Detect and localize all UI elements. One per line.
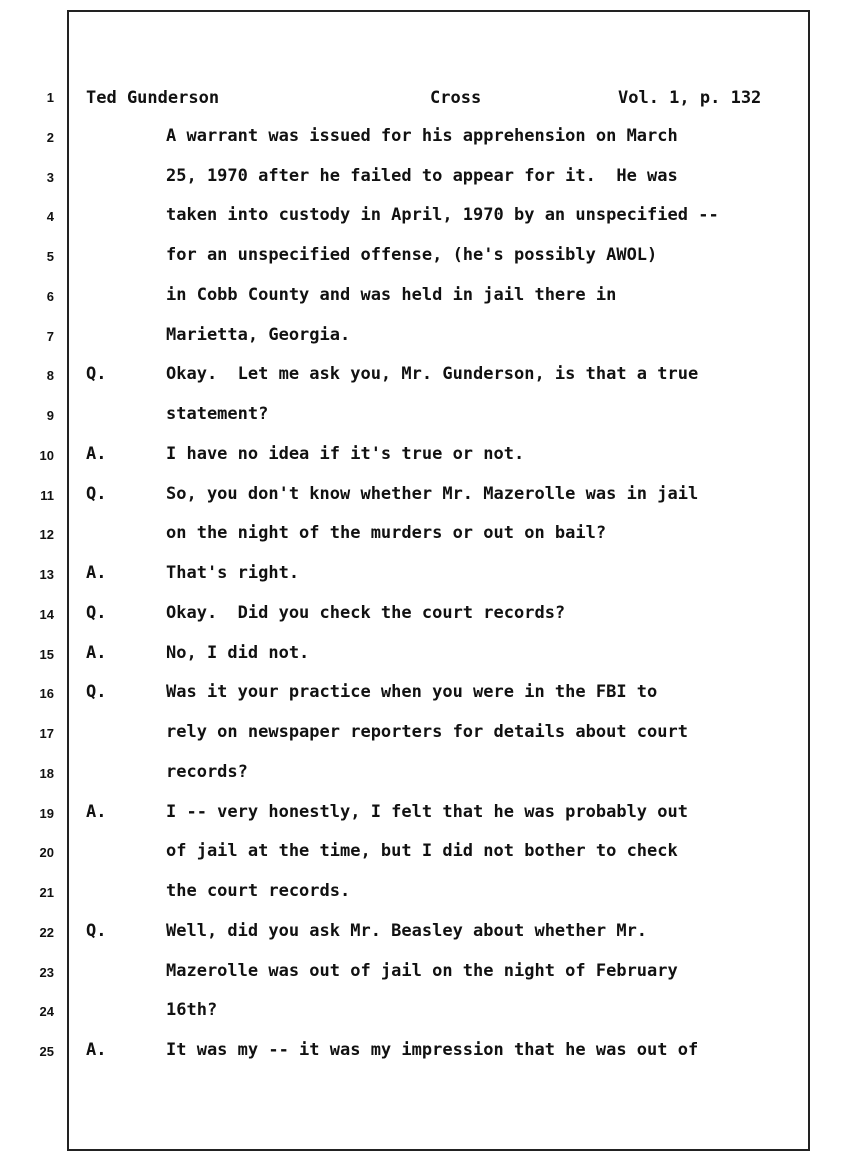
- line-text: I -- very honestly, I felt that he was probably out: [166, 801, 688, 822]
- line-number: 15: [39, 646, 54, 662]
- line-number: 19: [39, 805, 54, 821]
- line-text: 25, 1970 after he failed to appear for it. He was: [166, 165, 678, 186]
- transcript-line: [86, 761, 820, 804]
- transcript-line: [86, 207, 820, 247]
- line-text: A warrant was issued for his apprehension on March: [166, 125, 678, 146]
- speaker-label: Q.: [86, 602, 107, 623]
- line-text: Mazerolle was out of jail on the night of February: [166, 960, 678, 981]
- line-text: statement?: [166, 404, 269, 424]
- speaker-label: Q.: [86, 920, 107, 941]
- line-text: rely on newspaper reporters for details about court: [166, 722, 688, 742]
- transcript-line: [86, 724, 820, 764]
- transcript-line: [86, 88, 820, 128]
- line-text: Well, did you ask Mr. Beasley about whether Mr.: [166, 920, 648, 941]
- line-number: 22: [39, 924, 54, 940]
- line-text: taken into custody in April, 1970 by an unspecified --: [166, 205, 719, 226]
- transcript-line: [86, 443, 820, 486]
- speaker-label: Q.: [86, 364, 107, 385]
- line-text: on the night of the murders or out on bail?: [166, 523, 607, 544]
- header-witness: Ted Gunderson: [86, 88, 220, 108]
- line-text: records?: [166, 761, 248, 782]
- line-number: 10: [39, 447, 54, 463]
- header-exam-type: Cross: [430, 88, 482, 108]
- left-margin-rule: [67, 78, 69, 1078]
- speaker-label: A.: [86, 642, 107, 663]
- speaker-label: Q.: [86, 682, 107, 703]
- transcript-line: [86, 565, 820, 605]
- line-number: 20: [39, 845, 54, 861]
- line-text: It was my -- it was my impression that he was out of: [166, 1040, 699, 1060]
- line-text: Okay. Let me ask you, Mr. Gunderson, is that a true: [166, 364, 699, 385]
- line-number: 4: [46, 209, 54, 225]
- speaker-label: A.: [86, 801, 107, 822]
- line-text: for an unspecified offense, (he's possibly AWOL): [166, 245, 658, 265]
- transcript-line: [86, 642, 820, 685]
- line-text: of jail at the time, but I did not bother to check: [166, 841, 678, 862]
- line-number: 24: [39, 1004, 54, 1020]
- line-number: 18: [39, 765, 54, 781]
- line-number: 5: [46, 249, 54, 264]
- line-text: the court records.: [166, 881, 351, 901]
- header-volume-page: Vol. 1, p. 132: [618, 88, 762, 108]
- transcript-line: [86, 366, 820, 406]
- line-text: Was it your practice when you were in the FBI to: [166, 682, 658, 703]
- transcript-line: [86, 165, 820, 208]
- line-text: in Cobb County and was held in jail there in: [166, 284, 617, 305]
- line-number: 1: [46, 90, 54, 105]
- speaker-label: Q.: [86, 483, 107, 504]
- speaker-label: A.: [86, 1040, 107, 1060]
- line-text: That's right.: [166, 563, 300, 583]
- line-number: 25: [39, 1044, 54, 1059]
- line-number: 21: [39, 885, 54, 900]
- transcript-line: [86, 525, 820, 565]
- line-number: 17: [39, 726, 54, 741]
- line-number: 16: [39, 686, 54, 702]
- line-text: Okay. Did you check the court records?: [166, 602, 566, 623]
- transcript-line: [86, 1002, 820, 1042]
- line-number: 11: [40, 487, 54, 503]
- line-text: No, I did not.: [166, 642, 310, 663]
- line-number: 12: [39, 527, 54, 543]
- line-text: Marietta, Georgia.: [166, 324, 351, 345]
- line-number: 9: [46, 408, 54, 423]
- transcript-line: [86, 602, 820, 645]
- transcript-line: [86, 960, 820, 1003]
- line-number: 2: [46, 129, 54, 145]
- speaker-label: A.: [86, 443, 107, 464]
- transcript-line: [86, 247, 820, 287]
- line-number: 8: [46, 368, 54, 384]
- transcript-line: [86, 920, 820, 963]
- line-text: So, you don't know whether Mr. Mazerolle was in jail: [166, 483, 699, 504]
- line-text: I have no idea if it's true or not.: [166, 443, 525, 464]
- line-number: 14: [39, 606, 54, 622]
- transcript-line: [86, 883, 820, 923]
- transcript-line: [86, 801, 820, 844]
- line-number: 13: [39, 567, 54, 582]
- transcript-line: [86, 684, 820, 724]
- speaker-label: A.: [86, 563, 107, 583]
- transcript-line: [86, 406, 820, 446]
- transcript-line: [86, 324, 820, 367]
- transcript-line: [86, 125, 820, 168]
- line-number: 3: [46, 169, 54, 185]
- line-number: 23: [39, 964, 54, 980]
- transcript-line: [86, 1042, 820, 1082]
- transcript-line: [86, 483, 820, 526]
- line-number: 6: [46, 288, 54, 304]
- line-text: 16th?: [166, 1000, 218, 1021]
- transcript-line: [86, 843, 820, 883]
- transcript-line: [86, 284, 820, 327]
- line-number: 7: [46, 328, 54, 344]
